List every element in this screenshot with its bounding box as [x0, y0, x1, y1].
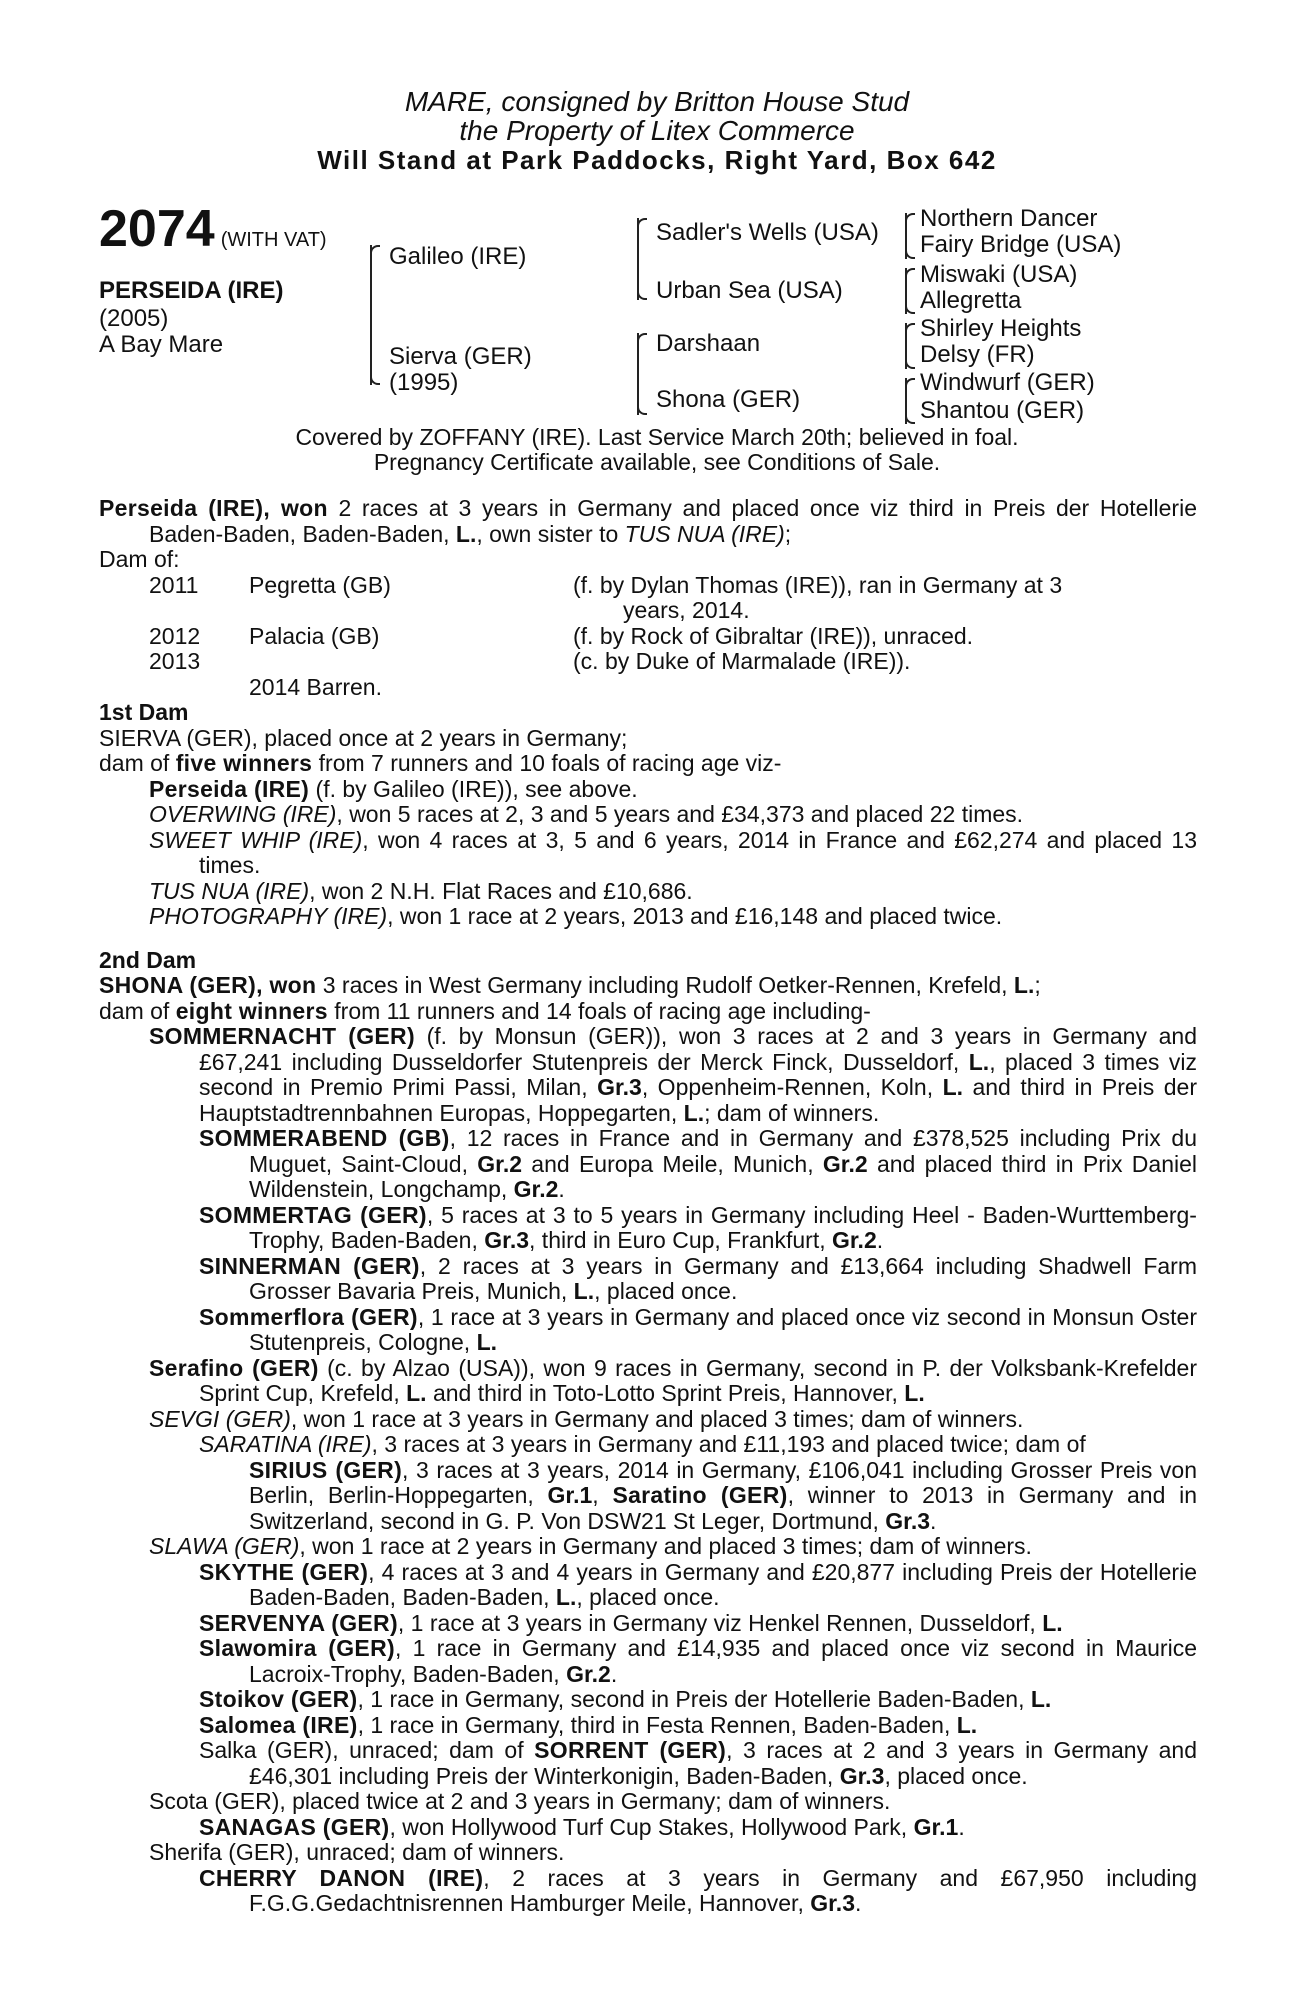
sire-dam: Urban Sea (USA) — [656, 277, 843, 304]
pedigree-brace — [905, 213, 907, 259]
produce-entry: SINNERMAN (GER), 2 races at 3 years in Germany and £13,664 including Shadwell Farm Grosser Bavaria Preis, Munich, L., placed once. — [199, 1252, 1197, 1304]
dam-sire-dam: Delsy (FR) — [920, 341, 1035, 368]
pedigree-brace — [905, 323, 907, 369]
dam-sire: Darshaan — [656, 330, 761, 357]
sire-sire-dam: Fairy Bridge (USA) — [920, 231, 1122, 258]
produce-entry: Slawomira (GER), 1 race in Germany and £14,935 and placed once viz second in Maurice Lacroix-Trophy, Baden-Baden, Gr.2. — [199, 1635, 1197, 1687]
first-dam-summary: dam of five winners from 7 runners and 10 foals of racing age viz- — [99, 750, 782, 776]
produce-entry: SOMMERABEND (GB), 12 races in France and in Germany and £378,525 including Prix du Muguet, Saint-Cloud, Gr.2 and Europa Meile, Munich, Gr.2 and placed third in Prix Daniel Wildenstein, Longchamp, Gr.2. — [199, 1125, 1198, 1202]
produce-row: 2011 Pegretta (GB) (f. by Dylan Thomas (IRE)), ran in Germany at 3 — [149, 571, 1063, 598]
second-dam-summary: dam of eight winners from 11 runners and 14 foals of racing age including- — [99, 997, 871, 1024]
produce-entry: Sommerflora (GER), 1 race at 3 years in Germany and placed once viz second in Monsun Oster Stutenpreis, Cologne, L. — [199, 1303, 1198, 1355]
produce-entry: PHOTOGRAPHY (IRE), won 1 race at 2 years, 2013 and £16,148 and placed twice. — [149, 903, 1003, 929]
sire-sire: Sadler's Wells (USA) — [656, 219, 879, 246]
horse-description: A Bay Mare — [99, 331, 224, 358]
produce-row-cont: years, 2014. — [623, 597, 750, 623]
produce-entry: SARATINA (IRE), 3 races at 3 years in Germany and £11,193 and placed twice; dam of — [199, 1431, 1086, 1457]
second-dam-line: SHONA (GER), won 3 races in West Germany including Rudolf Oetker-Rennen, Krefeld, L.; — [99, 972, 1041, 998]
dam: Sierva (GER) — [389, 343, 532, 370]
vat-label: (WITH VAT) — [220, 229, 327, 251]
produce-entry: SKYTHE (GER), 4 races at 3 and 4 years in Germany and £20,877 including Preis der Hotellerie Baden-Baden, Baden-Baden, L., placed once. — [199, 1558, 1197, 1610]
race-record: Perseida (IRE), won 2 races at 3 years in Germany and placed once viz third in Preis der Hotellerie Baden-Baden, Baden-Baden, L., own sister to TUS NUA (IRE); — [99, 495, 1197, 547]
produce-entry: Salka (GER), unraced; dam of SORRENT (GER), 3 races at 2 and 3 years in Germany and £46,301 including Preis der Winterkonigin, Baden-Baden, Gr.3, placed once. — [199, 1737, 1197, 1789]
second-dam-heading: 2nd Dam — [99, 946, 197, 973]
pedigree-brace — [370, 245, 372, 385]
produce-entry: SERVENYA (GER), 1 race at 3 years in Germany viz Henkel Rennen, Dusseldorf, L. — [199, 1609, 1063, 1636]
horse-year: (2005) — [99, 305, 169, 332]
pedigree-brace — [905, 268, 907, 314]
produce-entry: SANAGAS (GER), won Hollywood Turf Cup Stakes, Hollywood Park, Gr.1. — [199, 1813, 965, 1840]
produce-entry: SIRIUS (GER), 3 races at 3 years, 2014 in Germany, £106,041 including Grosser Preis von Berlin, Berlin-Hoppegarten, Gr.1, Saratino (GER), winner to 2013 in Germany and in Switzerland, second in G. P. Von DSW21 St Leger, Dortmund, Gr.3. — [249, 1456, 1198, 1534]
covering-note: Covered by ZOFFANY (IRE). Last Service March 20th; believed in foal. — [295, 424, 1019, 450]
dam-dam: Shona (GER) — [656, 386, 801, 413]
produce-entry: Perseida (IRE) (f. by Galileo (IRE)), see above. — [149, 775, 638, 802]
produce-entry: Stoikov (GER), 1 race in Germany, second in Preis der Hotellerie Baden-Baden, L. — [199, 1686, 1052, 1712]
pedigree-brace — [905, 378, 907, 424]
produce-entry: SWEET WHIP (IRE), won 4 races at 3, 5 and 6 years, 2014 in France and £62,274 and placed 13 times. — [149, 826, 1197, 878]
dam-dam-dam: Shantou (GER) — [920, 397, 1085, 424]
sire-dam-dam: Allegretta — [920, 287, 1022, 314]
produce-row: 2013 (c. by Duke of Marmalade (IRE)). — [149, 648, 911, 674]
first-dam-line: SIERVA (GER), placed once at 2 years in Germany; — [99, 724, 628, 751]
produce-entry: CHERRY DANON (IRE), 2 races at 3 years in Germany and £67,950 including F.G.G.Gedachtnisrennen Hamburger Meile, Hannover, Gr.3. — [199, 1864, 1197, 1916]
dam-sire-sire: Shirley Heights — [920, 315, 1082, 342]
produce-entry: SLAWA (GER), won 1 race at 2 years in Germany and placed 3 times; dam of winners. — [149, 1533, 1032, 1559]
pregnancy-note: Pregnancy Certificate available, see Conditions of Sale. — [373, 449, 941, 475]
dam-dam-sire: Windwurf (GER) — [920, 369, 1095, 396]
produce-entry: Serafino (GER) (c. by Alzao (USA)), won 9 races in Germany, second in P. der Volksbank-Krefelder Sprint Cup, Krefeld, L. and third in Toto-Lotto Sprint Preis, Hannover, L. — [149, 1354, 1198, 1406]
consignor-line: MARE, consigned by Britton House Stud — [404, 86, 910, 117]
lot-number-block — [99, 200, 327, 258]
lot-number: 2074 — [99, 200, 215, 258]
pedigree-brace — [637, 333, 639, 415]
dam-of-label: Dam of: — [99, 546, 180, 572]
produce-row: 2012 Palacia (GB) (f. by Rock of Gibraltar (IRE)), unraced. — [149, 622, 974, 649]
produce-entry: Scota (GER), placed twice at 2 and 3 years in Germany; dam of winners. — [149, 1788, 891, 1814]
sire-dam-sire: Miswaki (USA) — [920, 261, 1078, 288]
pedigree-brace — [637, 218, 639, 300]
produce-entry: SOMMERTAG (GER), 5 races at 3 to 5 years in Germany including Heel - Baden-Wurttemberg-Trophy, Baden-Baden, Gr.3, third in Euro Cup, Frankfurt, Gr.2. — [199, 1201, 1197, 1253]
property-line: the Property of Litex Commerce — [459, 115, 855, 146]
location-line: Will Stand at Park Paddocks, Right Yard, Box 642 — [317, 145, 997, 175]
produce-entry: SOMMERNACHT (GER) (f. by Monsun (GER)), won 3 races at 2 and 3 years in Germany and £67,241 including Dusseldorfer Stutenpreis der Merck Finck, Dusseldorf, L., placed 3 times viz second in Premio Primi Passi, Milan, Gr.3, Oppenheim-Rennen, Koln, L. and third in Preis der Hauptstadtrennbahnen Europas, Hoppegarten, L.; dam of winners. — [149, 1023, 1197, 1126]
produce-entry: TUS NUA (IRE), won 2 N.H. Flat Races and £10,686. — [149, 877, 693, 904]
horse-name: PERSEIDA (IRE) — [99, 277, 284, 304]
produce-entry: OVERWING (IRE), won 5 races at 2, 3 and 5 years and £34,373 and placed 22 times. — [149, 801, 1024, 827]
produce-row: 2014 Barren. — [249, 673, 382, 700]
produce-entry: SEVGI (GER), won 1 race at 3 years in Germany and placed 3 times; dam of winners. — [149, 1405, 1024, 1432]
dam-year: (1995) — [389, 369, 459, 396]
first-dam-heading: 1st Dam — [99, 699, 189, 725]
sire: Galileo (IRE) — [389, 243, 527, 270]
produce-entry: Sherifa (GER), unraced; dam of winners. — [149, 1839, 565, 1865]
sire-sire-sire: Northern Dancer — [920, 205, 1098, 232]
pedigree-notes — [99, 496, 1197, 1917]
produce-entry: Salomea (IRE), 1 race in Germany, third in Festa Rennen, Baden-Baden, L. — [199, 1711, 978, 1738]
